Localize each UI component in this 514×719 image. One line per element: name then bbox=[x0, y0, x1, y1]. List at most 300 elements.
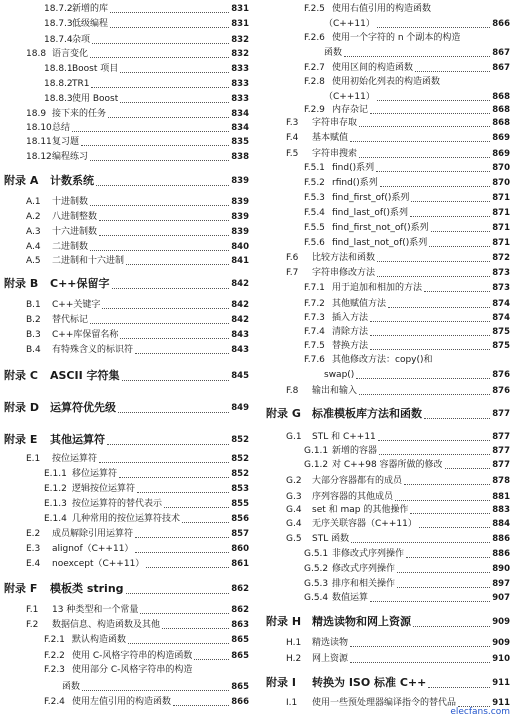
toc-entry-number: E.4 bbox=[26, 559, 41, 569]
toc-leader-dots bbox=[120, 71, 229, 73]
toc-entry[interactable] bbox=[262, 221, 510, 235]
toc-page-number: 863 bbox=[231, 620, 249, 630]
toc-leader-dots bbox=[410, 215, 490, 217]
toc-entry[interactable] bbox=[0, 121, 249, 135]
toc-page-number: 839 bbox=[231, 176, 249, 186]
toc-entry-title: 数据信息、构造函数及其他 bbox=[52, 620, 161, 630]
toc-page-number: 911 bbox=[492, 698, 510, 708]
toc-appendix-entry[interactable] bbox=[0, 432, 249, 448]
watermark-text: elecfans.com bbox=[450, 707, 510, 717]
toc-entry-number: G.4 bbox=[286, 519, 302, 529]
toc-entry-title: 精选读物和网上资源 bbox=[312, 615, 411, 628]
toc-entry[interactable] bbox=[262, 103, 510, 117]
toc-entry[interactable] bbox=[262, 547, 510, 561]
toc-entry-title: 接下来的任务 bbox=[52, 109, 107, 119]
toc-leader-dots bbox=[388, 306, 490, 308]
toc-page-number: 907 bbox=[492, 593, 510, 603]
toc-entry[interactable] bbox=[0, 497, 249, 511]
toc-entry[interactable] bbox=[0, 343, 249, 357]
toc-page-number: 870 bbox=[492, 178, 510, 188]
toc-entry-title: 新增的库 bbox=[72, 4, 109, 14]
toc-entry-number: A.3 bbox=[26, 227, 41, 237]
toc-entry-number: 18.7.3 bbox=[44, 19, 73, 29]
toc-page-number: 875 bbox=[492, 327, 510, 337]
toc-entry-number: 18.9 bbox=[26, 109, 47, 119]
toc-leader-dots bbox=[120, 101, 229, 103]
toc-entry[interactable] bbox=[0, 313, 249, 327]
toc-page-number: 865 bbox=[231, 682, 249, 692]
toc-entry[interactable] bbox=[0, 225, 249, 239]
toc-page-number: 831 bbox=[231, 4, 249, 14]
toc-page-number: 849 bbox=[231, 403, 249, 413]
toc-entry[interactable] bbox=[0, 542, 249, 556]
toc-entry-number: G.5.2 bbox=[304, 564, 329, 574]
toc-entry[interactable] bbox=[0, 695, 249, 709]
toc-entry[interactable] bbox=[0, 328, 249, 342]
toc-entry-title: 使用右值引用的构造函数 bbox=[332, 4, 432, 14]
toc-left-column bbox=[0, 0, 249, 719]
toc-entry-number: A.2 bbox=[26, 212, 41, 222]
toc-entry[interactable] bbox=[0, 135, 249, 149]
toc-entry[interactable] bbox=[0, 298, 249, 312]
toc-entry[interactable] bbox=[0, 195, 249, 209]
toc-page-number: 877 bbox=[492, 460, 510, 470]
toc-leader-dots bbox=[82, 689, 229, 691]
toc-entry-title: C++关键字 bbox=[52, 300, 101, 310]
toc-entry[interactable] bbox=[262, 652, 510, 666]
toc-entry-number: F.5.1 bbox=[304, 163, 325, 173]
toc-entry-number: 附录 H bbox=[266, 615, 302, 628]
toc-entry[interactable] bbox=[262, 368, 510, 382]
toc-page-number: 853 bbox=[231, 484, 249, 494]
toc-entry-title: 新增的容器 bbox=[332, 446, 378, 456]
toc-entry[interactable] bbox=[0, 77, 249, 91]
toc-leader-dots bbox=[397, 586, 490, 588]
toc-entry-number: 18.8.1 bbox=[44, 64, 73, 74]
toc-entry-title: 使用左值引用的构造函数 bbox=[72, 697, 172, 707]
toc-entry-number: F.2.6 bbox=[304, 33, 325, 43]
toc-entry-title: 精选读物 bbox=[312, 638, 349, 648]
toc-appendix-entry[interactable] bbox=[0, 400, 249, 416]
toc-leader-dots bbox=[81, 144, 229, 146]
toc-entry[interactable] bbox=[262, 176, 510, 190]
toc-entry[interactable] bbox=[0, 17, 249, 31]
toc-entry-number: 18.12 bbox=[26, 152, 52, 162]
toc-entry[interactable] bbox=[262, 147, 510, 161]
toc-entry[interactable] bbox=[262, 251, 510, 265]
toc-leader-dots bbox=[350, 661, 490, 663]
toc-entry-title: 成员解除引用运算符 bbox=[52, 529, 134, 539]
toc-entry-title: noexcept（C++11） bbox=[52, 559, 145, 569]
toc-page-number: 868 bbox=[492, 105, 510, 115]
toc-page-number: 876 bbox=[492, 386, 510, 396]
toc-appendix-entry[interactable] bbox=[0, 276, 249, 292]
toc-entry-title: 按位运算符 bbox=[52, 454, 98, 464]
toc-entry[interactable] bbox=[0, 663, 249, 677]
toc-entry-title: ASCII 字符集 bbox=[50, 369, 120, 382]
toc-entry-title: C++库保留名称 bbox=[52, 330, 119, 340]
toc-entry[interactable] bbox=[0, 254, 249, 268]
toc-page-number: 873 bbox=[492, 283, 510, 293]
toc-entry-title: 无序关联容器（C++11） bbox=[312, 519, 417, 529]
toc-page-number: 839 bbox=[231, 197, 249, 207]
toc-leader-dots bbox=[91, 86, 229, 88]
toc-entry-title: 字符串修改方法 bbox=[312, 268, 376, 278]
toc-leader-dots bbox=[395, 499, 490, 501]
toc-entry-title: 13 种类型和一个常量 bbox=[52, 605, 139, 615]
toc-entry-title: 使用 C-风格字符串的构造函数 bbox=[72, 651, 193, 661]
toc-entry-number: 18.7.4 bbox=[44, 35, 73, 45]
toc-leader-dots bbox=[118, 411, 229, 413]
toc-entry[interactable] bbox=[0, 62, 249, 76]
toc-leader-dots bbox=[99, 219, 229, 221]
toc-entry-title: 标准模板库方法和函数 bbox=[312, 407, 422, 420]
toc-entry-number: E.3 bbox=[26, 544, 41, 554]
toc-leader-dots bbox=[351, 541, 490, 543]
toc-entry[interactable] bbox=[262, 116, 510, 130]
toc-leader-dots bbox=[413, 625, 490, 627]
toc-leader-dots bbox=[344, 55, 490, 57]
toc-entry-title: 模板类 string bbox=[50, 582, 124, 595]
toc-entry-number: F.2.7 bbox=[304, 63, 325, 73]
toc-leader-dots bbox=[424, 417, 490, 419]
toc-entry[interactable] bbox=[0, 618, 249, 632]
toc-entry[interactable] bbox=[0, 47, 249, 61]
toc-entry-title: 修改式序列操作 bbox=[332, 564, 396, 574]
toc-entry-number: I.1 bbox=[286, 698, 298, 708]
toc-page-number: 832 bbox=[231, 35, 249, 45]
toc-page-number: 843 bbox=[231, 330, 249, 340]
toc-leader-dots bbox=[120, 337, 229, 339]
toc-leader-dots bbox=[404, 483, 490, 485]
toc-page-number: 866 bbox=[231, 697, 249, 707]
toc-entry-number: E.1 bbox=[26, 454, 41, 464]
toc-entry-number: 附录 A bbox=[4, 174, 39, 187]
toc-page-number: 841 bbox=[231, 256, 249, 266]
toc-entry[interactable] bbox=[262, 503, 510, 517]
toc-entry-number: E.1.2 bbox=[44, 484, 67, 494]
toc-entry-number: F.7 bbox=[286, 268, 299, 278]
toc-leader-dots bbox=[119, 476, 229, 478]
toc-entry-title: 输出和输入 bbox=[312, 386, 358, 396]
toc-entry[interactable] bbox=[262, 384, 510, 398]
toc-page-number: 833 bbox=[231, 64, 249, 74]
toc-entry-number: 18.8.2 bbox=[44, 79, 73, 89]
toc-entry-number: F.7.4 bbox=[304, 327, 325, 337]
toc-entry-title: 八进制整数 bbox=[52, 212, 98, 222]
toc-entry[interactable] bbox=[0, 527, 249, 541]
toc-leader-dots bbox=[397, 571, 490, 573]
toc-entry-number: H.2 bbox=[286, 654, 302, 664]
toc-leader-dots bbox=[377, 26, 490, 28]
toc-entry-title: 使用 Boost bbox=[72, 94, 119, 104]
toc-entry[interactable] bbox=[0, 633, 249, 647]
toc-appendix-entry[interactable] bbox=[262, 675, 510, 691]
toc-page-number: 875 bbox=[492, 341, 510, 351]
toc-entry-title: 基本赋值 bbox=[312, 133, 349, 143]
toc-entry-number: E.2 bbox=[26, 529, 41, 539]
toc-entry-number: 18.8 bbox=[26, 49, 47, 59]
toc-entry-title: find_first_of()系列 bbox=[332, 193, 410, 203]
toc-entry-title: 数值运算 bbox=[332, 593, 369, 603]
toc-leader-dots bbox=[110, 26, 229, 28]
toc-entry[interactable] bbox=[262, 31, 510, 45]
toc-page-number: 871 bbox=[492, 238, 510, 248]
toc-leader-dots bbox=[135, 551, 229, 553]
toc-leader-dots bbox=[107, 443, 229, 445]
toc-page-number: 865 bbox=[231, 635, 249, 645]
toc-leader-dots bbox=[350, 645, 490, 647]
toc-entry[interactable] bbox=[0, 33, 249, 47]
toc-leader-dots bbox=[194, 658, 229, 660]
toc-leader-dots bbox=[419, 526, 490, 528]
toc-page-number: 909 bbox=[492, 617, 510, 627]
toc-entry-number: 18.11 bbox=[26, 137, 52, 147]
toc-leader-dots bbox=[108, 116, 229, 118]
toc-entry[interactable] bbox=[0, 680, 249, 694]
toc-leader-dots bbox=[164, 506, 229, 508]
toc-page-number: 833 bbox=[231, 94, 249, 104]
toc-entry[interactable] bbox=[262, 191, 510, 205]
toc-leader-dots bbox=[380, 185, 490, 187]
toc-entry[interactable] bbox=[262, 562, 510, 576]
toc-entry[interactable] bbox=[262, 577, 510, 591]
toc-entry[interactable] bbox=[262, 281, 510, 295]
toc-page-number: 843 bbox=[231, 345, 249, 355]
toc-entry-title: （C++11） bbox=[324, 92, 375, 102]
toc-entry-title: 二进制数 bbox=[52, 242, 89, 252]
toc-page-number: 886 bbox=[492, 549, 510, 559]
toc-appendix-entry[interactable] bbox=[0, 581, 249, 597]
toc-entry-number: 附录 F bbox=[4, 582, 38, 595]
toc-entry[interactable] bbox=[0, 512, 249, 526]
toc-entry-number: F.2.1 bbox=[44, 635, 65, 645]
toc-entry-number: F.5.6 bbox=[304, 238, 325, 248]
toc-entry[interactable] bbox=[262, 458, 510, 472]
toc-entry-title: 十进制数 bbox=[52, 197, 89, 207]
toc-entry-title: rfind()系列 bbox=[332, 178, 378, 188]
toc-entry[interactable] bbox=[262, 517, 510, 531]
toc-entry-title: STL 函数 bbox=[312, 534, 350, 544]
toc-entry[interactable] bbox=[262, 430, 510, 444]
toc-entry[interactable] bbox=[262, 325, 510, 339]
toc-leader-dots bbox=[173, 704, 229, 706]
toc-leader-dots bbox=[146, 566, 229, 568]
toc-page-number: 876 bbox=[492, 370, 510, 380]
toc-entry[interactable] bbox=[262, 339, 510, 353]
toc-entry-title: set 和 map 的其他操作 bbox=[312, 505, 409, 515]
toc-entry[interactable] bbox=[0, 150, 249, 164]
toc-entry-number: B.3 bbox=[26, 330, 41, 340]
toc-entry-number: F.3 bbox=[286, 118, 299, 128]
toc-page-number: 867 bbox=[492, 48, 510, 58]
toc-leader-dots bbox=[90, 56, 229, 58]
toc-appendix-entry[interactable] bbox=[0, 368, 249, 384]
toc-entry[interactable] bbox=[262, 353, 510, 367]
toc-entry-title: 使用区间的构造函数 bbox=[332, 63, 414, 73]
toc-leader-dots bbox=[431, 230, 491, 232]
toc-page-number: 877 bbox=[492, 432, 510, 442]
toc-leader-dots bbox=[137, 491, 229, 493]
toc-entry-title: 比较方法和函数 bbox=[312, 253, 376, 263]
toc-entry[interactable] bbox=[0, 452, 249, 466]
toc-entry[interactable] bbox=[0, 92, 249, 106]
toc-page-number: 862 bbox=[231, 584, 249, 594]
toc-page-number: 886 bbox=[492, 534, 510, 544]
toc-entry-title: find_last_of()系列 bbox=[332, 208, 409, 218]
toc-entry-number: F.5.2 bbox=[304, 178, 325, 188]
toc-entry[interactable] bbox=[262, 61, 510, 75]
toc-entry-number: G.3 bbox=[286, 492, 302, 502]
toc-entry-number: G.1.1 bbox=[304, 446, 329, 456]
toc-entry[interactable] bbox=[262, 266, 510, 280]
toc-entry-title: 使用一个字符的 n 个副本的构造 bbox=[332, 33, 461, 43]
toc-page-number: 861 bbox=[231, 559, 249, 569]
toc-entry[interactable] bbox=[262, 444, 510, 458]
toc-entry-number: F.2.3 bbox=[44, 665, 65, 675]
toc-leader-dots bbox=[378, 439, 490, 441]
toc-entry[interactable] bbox=[262, 490, 510, 504]
toc-leader-dots bbox=[135, 536, 229, 538]
toc-entry[interactable] bbox=[0, 210, 249, 224]
toc-page-number: 832 bbox=[231, 49, 249, 59]
toc-page-number: 862 bbox=[231, 605, 249, 615]
toc-entry-number: A.4 bbox=[26, 242, 41, 252]
toc-entry[interactable] bbox=[262, 90, 510, 104]
toc-entry-number: F.8 bbox=[286, 386, 299, 396]
toc-entry-number: F.5.3 bbox=[304, 193, 325, 203]
toc-entry-title: 其他运算符 bbox=[50, 433, 105, 446]
toc-entry[interactable] bbox=[0, 482, 249, 496]
toc-leader-dots bbox=[377, 99, 490, 101]
toc-entry[interactable] bbox=[262, 161, 510, 175]
toc-entry-number: E.1.1 bbox=[44, 469, 67, 479]
toc-entry-title: 对 C++98 容器所做的修改 bbox=[332, 460, 443, 470]
toc-entry-number: G.5.1 bbox=[304, 549, 329, 559]
toc-page-number: 871 bbox=[492, 223, 510, 233]
toc-leader-dots bbox=[102, 307, 229, 309]
toc-leader-dots bbox=[350, 140, 490, 142]
toc-page-number: 877 bbox=[492, 446, 510, 456]
toc-entry[interactable] bbox=[262, 17, 510, 31]
toc-entry[interactable] bbox=[0, 557, 249, 571]
toc-entry[interactable] bbox=[262, 636, 510, 650]
toc-entry[interactable] bbox=[262, 206, 510, 220]
toc-page-number: 873 bbox=[492, 268, 510, 278]
toc-page-number: 874 bbox=[492, 299, 510, 309]
toc-page-number: 840 bbox=[231, 242, 249, 252]
toc-entry-number: G.1.2 bbox=[304, 460, 329, 470]
toc-page-number: 852 bbox=[231, 454, 249, 464]
toc-entry-title: 总结 bbox=[52, 123, 71, 133]
toc-entry-title: TR1 bbox=[72, 79, 90, 89]
toc-entry-title: 语言变化 bbox=[52, 49, 89, 59]
toc-entry-number: F.4 bbox=[286, 133, 299, 143]
toc-entry-number: G.2 bbox=[286, 476, 302, 486]
toc-entry[interactable] bbox=[262, 131, 510, 145]
toc-entry[interactable] bbox=[0, 240, 249, 254]
toc-page-number: 842 bbox=[231, 315, 249, 325]
toc-page-number: 856 bbox=[231, 514, 249, 524]
toc-entry[interactable] bbox=[0, 467, 249, 481]
toc-entry-title: 插入方法 bbox=[332, 313, 369, 323]
toc-entry-title: C++保留字 bbox=[50, 277, 110, 290]
toc-leader-dots bbox=[112, 287, 230, 289]
toc-entry[interactable] bbox=[262, 297, 510, 311]
toc-entry-title: 有特殊含义的标识符 bbox=[52, 345, 134, 355]
toc-appendix-entry[interactable] bbox=[262, 614, 510, 630]
toc-entry[interactable] bbox=[262, 474, 510, 488]
toc-entry-title: 网上资源 bbox=[312, 654, 349, 664]
toc-page-number: 834 bbox=[231, 123, 249, 133]
toc-right-column bbox=[262, 0, 510, 719]
toc-entry[interactable] bbox=[0, 2, 249, 16]
toc-appendix-entry[interactable] bbox=[0, 173, 249, 189]
toc-page-number: 872 bbox=[492, 253, 510, 263]
toc-entry[interactable] bbox=[0, 603, 249, 617]
toc-entry-number: F.7.1 bbox=[304, 283, 325, 293]
toc-page-number: 867 bbox=[492, 63, 510, 73]
toc-leader-dots bbox=[126, 263, 229, 265]
toc-entry-title: 序列容器的其他成员 bbox=[312, 492, 394, 502]
toc-entry-title: 移位运算符 bbox=[72, 469, 118, 479]
toc-entry[interactable] bbox=[0, 107, 249, 121]
toc-entry[interactable] bbox=[262, 75, 510, 89]
toc-entry-title: 其他赋值方法 bbox=[332, 299, 387, 309]
toc-leader-dots bbox=[370, 334, 490, 336]
toc-entry[interactable] bbox=[0, 649, 249, 663]
toc-entry-title: 转换为 ISO 标准 C++ bbox=[312, 676, 427, 689]
toc-entry[interactable] bbox=[262, 46, 510, 60]
toc-entry[interactable] bbox=[262, 591, 510, 605]
toc-entry[interactable] bbox=[262, 311, 510, 325]
toc-page-number: 831 bbox=[231, 19, 249, 29]
toc-entry-number: 附录 E bbox=[4, 433, 38, 446]
toc-entry-title: 内存杂记 bbox=[332, 105, 369, 115]
toc-page-number: 842 bbox=[231, 300, 249, 310]
toc-entry[interactable] bbox=[262, 236, 510, 250]
toc-page-number: 852 bbox=[231, 469, 249, 479]
toc-entry-number: H.1 bbox=[286, 638, 302, 648]
toc-entry-title: 字符串搜索 bbox=[312, 149, 358, 159]
toc-page-number: 842 bbox=[231, 279, 249, 289]
toc-entry-title: 计数系统 bbox=[50, 174, 94, 187]
toc-entry[interactable] bbox=[262, 2, 510, 16]
toc-leader-dots bbox=[359, 393, 490, 395]
toc-leader-dots bbox=[135, 352, 229, 354]
toc-page-number: 860 bbox=[231, 544, 249, 554]
toc-page-number: 883 bbox=[492, 505, 510, 515]
toc-leader-dots bbox=[90, 204, 229, 206]
toc-entry-number: G.5.3 bbox=[304, 579, 329, 589]
toc-leader-dots bbox=[377, 275, 490, 277]
toc-leader-dots bbox=[370, 348, 490, 350]
toc-entry-number: G.5 bbox=[286, 534, 302, 544]
toc-entry-title: find()系列 bbox=[332, 163, 375, 173]
toc-appendix-entry[interactable] bbox=[262, 406, 510, 422]
toc-entry-title: 替代标记 bbox=[52, 315, 89, 325]
toc-entry-title: 其他修改方法：copy()和 bbox=[332, 355, 433, 365]
toc-entry[interactable] bbox=[262, 532, 510, 546]
toc-entry-number: F.2.5 bbox=[304, 4, 325, 14]
toc-entry-number: F.2.8 bbox=[304, 77, 325, 87]
toc-leader-dots bbox=[415, 70, 490, 72]
toc-entry-title: （C++11） bbox=[324, 19, 375, 29]
toc-page-number: 845 bbox=[231, 371, 249, 381]
toc-leader-dots bbox=[406, 556, 490, 558]
toc-page-number: 868 bbox=[492, 118, 510, 128]
toc-entry-number: 附录 G bbox=[266, 407, 301, 420]
